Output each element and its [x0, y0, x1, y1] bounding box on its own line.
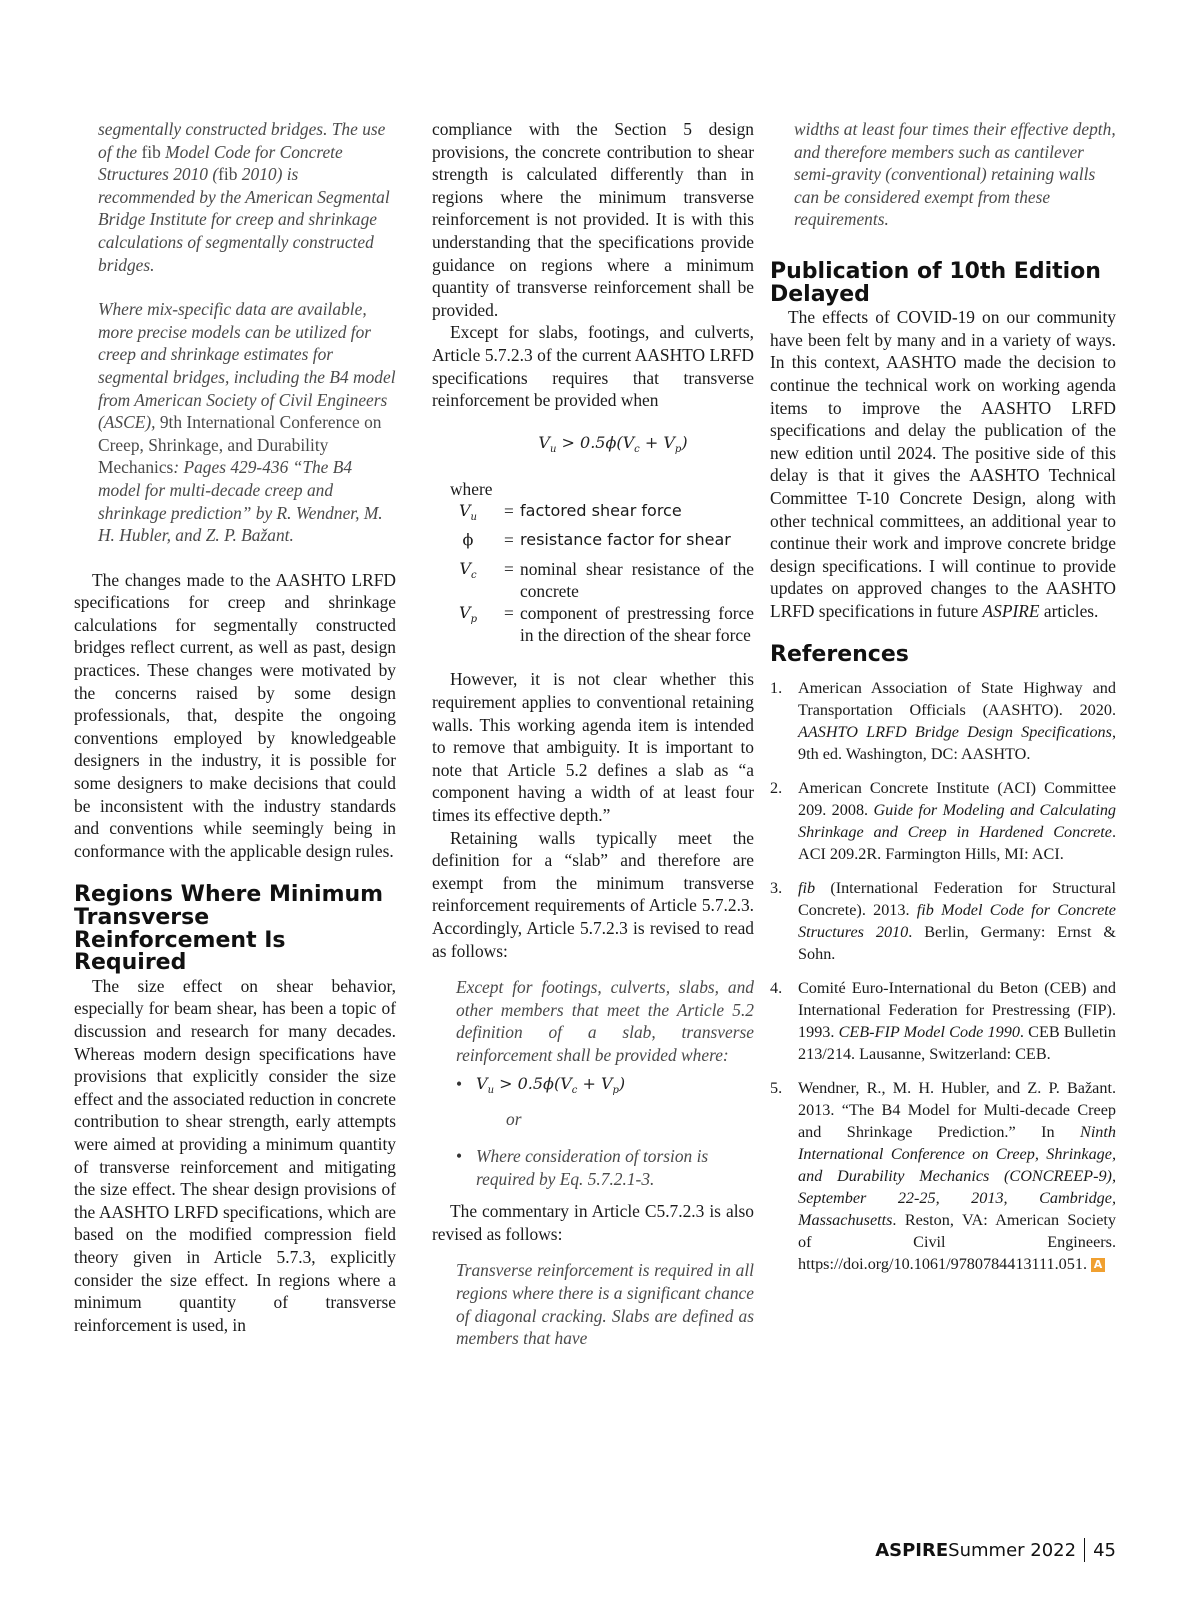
where-label: where	[450, 478, 493, 499]
or-label: or	[506, 1109, 522, 1130]
references-heading: References	[770, 642, 909, 668]
column-2	[432, 118, 754, 1360]
bullet-item: • $V_u > 0.5\phi(V_c + V_p)$	[456, 1073, 626, 1096]
section-heading: Publication of 10th Edition Delayed	[770, 258, 1101, 307]
commentary-quote-continued: widths at least four times their effective depth, and therefore members such as cantilever semi-gravity (conventional) retaining walls can be considered exempt from these requirements.	[794, 119, 1116, 230]
commentary-quote: Transverse reinforcement is required in all regions where there is a significant chance of diagonal cracking. Slabs are defined as members that have	[456, 1260, 754, 1349]
body-paragraph: compliance with the Section 5 design provisions, the concrete contribution to shear strength is calculated differently than in regions where the minimum transverse reinforcement is not provided. It is with this understanding that the specifications provide guidance on regions where a minimum quantity of transverse reinforcement shall be provided.	[432, 119, 754, 320]
quote-paragraph-2: Where mix-specific data are available, more precise models can be utilized for creep and shrinkage estimates for segmental bridges, including the B4 model from American Society of Civil Engineers (ASCE), 9th International Conference on Creep, Shrinkage, and Durability Mechanics: Pages 429-436 “The B4 model for multi-decade creep and shrinkage prediction” by R. Wendner, M. H. Hubler, and Z. P. Bažant.	[98, 299, 396, 546]
definition-row: $V_p$ = component of prestressing force in the direction of the shear force	[459, 603, 754, 646]
sidebar-quote	[74, 118, 396, 547]
quote-paragraph-1: segmentally constructed bridges. The use of the fib Model Code for Concrete Structures 2010 (fib 2010) is recommended by the American Segmental Bridge Institute for creep and shrinkage calculations of segmentally constructed bridges.	[98, 119, 390, 275]
reference-item: 5. Wendner, R., M. H. Hubler, and Z. P. Bažant. 2013. “The B4 Model for Multi-decade Creep and Shrinkage Prediction.” In Ninth International Conference on Creep, Shrinkage, and Durability Mechanics (CONCREEP-9), September 22-25, 2013, Cambridge, Massachusetts. Reston, VA: American Society of Civil Engineers. https://doi.org/10.1061/9780784413111.051. A	[770, 1079, 1116, 1274]
body-paragraph: Except for slabs, footings, and culverts, Article 5.7.2.3 of the current AASHTO LRFD specifications requires that transverse reinforcement be provided when	[432, 322, 754, 411]
issue-label: Summer 2022	[948, 1539, 1077, 1561]
magazine-brand: ASPIRE	[875, 1539, 949, 1561]
reference-item: 4. Comité Euro-International du Beton (CEB) and International Federation for Prestressing (FIP). 1993. CEB-FIP Model Code 1990. CEB Bulletin 213/214. Lausanne, Switzerland: CEB.	[770, 979, 1116, 1064]
revised-article-quote: Except for footings, culverts, slabs, and other members that meet the Article 5.2 definition of a slab, transverse reinforcement shall be provided where: • $V_u > 0.5\phi(V_c + V_p)$ or • Where consideration of torsion is required by Eq. 5.7.2.1-3.	[456, 977, 754, 1189]
definition-row: ϕ = resistance factor for shear	[462, 530, 731, 551]
body-paragraph: The size effect on shear behavior, especially for beam shear, has been a topic of discussion and research for many decades. Whereas modern design specifications have provisions that explicitly consider the size effect and the associated reduction in concrete contribution to shear strength, early attempts were aimed at providing a minimum quantity of transverse reinforcement and mitigating the size effect. The shear design provisions of the AASHTO LRFD specifications, which are based on the modified compression field theory given in Article 5.7.3, explicitly consider the size effect. In regions where a minimum quantity of transverse reinforcement is used, in	[74, 975, 396, 1335]
body-paragraph: Retaining walls typically meet the definition for a “slab” and therefore are exempt from the minimum transverse reinforcement requirements of Article 5.7.2.3. Accordingly, Article 5.7.2.3 is revised to read as follows:	[432, 827, 754, 961]
shear-equation: $V_u > 0.5\phi(V_c + V_p)$	[538, 432, 688, 455]
definition-row: $V_u$ = factored shear force	[458, 501, 682, 524]
body-paragraph: The commentary in Article C5.7.2.3 is also revised as follows:	[432, 1201, 754, 1244]
column-1	[74, 118, 396, 1336]
aspire-end-mark-icon: A	[1091, 1258, 1105, 1272]
footer-divider	[1084, 1538, 1085, 1562]
references-list	[770, 677, 1116, 1275]
page-number: 45	[1093, 1539, 1116, 1561]
reference-item: 3. fib (International Federation for Structural Concrete). 2013. fib Model Code for Concrete Structures 2010. Berlin, Germany: Ernst & Sohn.	[770, 879, 1116, 964]
column-3	[770, 118, 1117, 1287]
section-heading: Regions Where Minimum Transverse Reinforcement Is Required	[74, 882, 384, 976]
body-paragraph: The effects of COVID-19 on our community have been felt by many and in a variety of ways. In this context, AASHTO made the decision to continue the technical work on working agenda items to improve the AASHTO LRFD specifications and delay the publication of the new edition until 2024. The positive side of this delay is that it gives the AASHTO Technical Committee T-10 Concrete Design, along with other technical committees, an additional year to continue their work and improve concrete bridge design specifications. I will continue to provide updates on approved changes to the AASHTO LRFD specifications in future ASPIRE articles.	[770, 307, 1116, 621]
reference-item: 2. American Concrete Institute (ACI) Committee 209. 2008. Guide for Modeling and Calculating Shrinkage and Creep in Hardened Concrete. ACI 209.2R. Farmington Hills, MI: ACI.	[770, 779, 1117, 864]
bullet-item: • Where consideration of torsion is required by Eq. 5.7.2.1-3.	[456, 1145, 709, 1189]
page-footer	[875, 1538, 1116, 1562]
body-paragraph: However, it is not clear whether this requirement applies to conventional retaining walls. This working agenda item is intended to remove that ambiguity. It is important to note that Article 5.2 defines a slab as “a component having a width of at least four times its effective depth.”	[432, 669, 754, 826]
body-paragraph: The changes made to the AASHTO LRFD specifications for creep and shrinkage calculations for segmentally constructed bridges reflect current, as well as past, design practices. These changes were motivated by the concerns raised by some design professionals, that, despite the ongoing conventions employed by knowledgeable designers in the industry, it is possible for some designers to make decisions that could be inconsistent with the industry standards and conventions while seemingly being in conformance with the applicable design rules.	[74, 569, 396, 861]
equation-definitions	[432, 478, 754, 647]
definition-row: $V_c$ = nominal shear resistance of the concrete	[459, 559, 754, 602]
reference-item: 1. American Association of State Highway and Transportation Officials (AASHTO). 2020. AASHTO LRFD Bridge Design Specifications, 9th ed. Washington, DC: AASHTO.	[770, 679, 1116, 764]
